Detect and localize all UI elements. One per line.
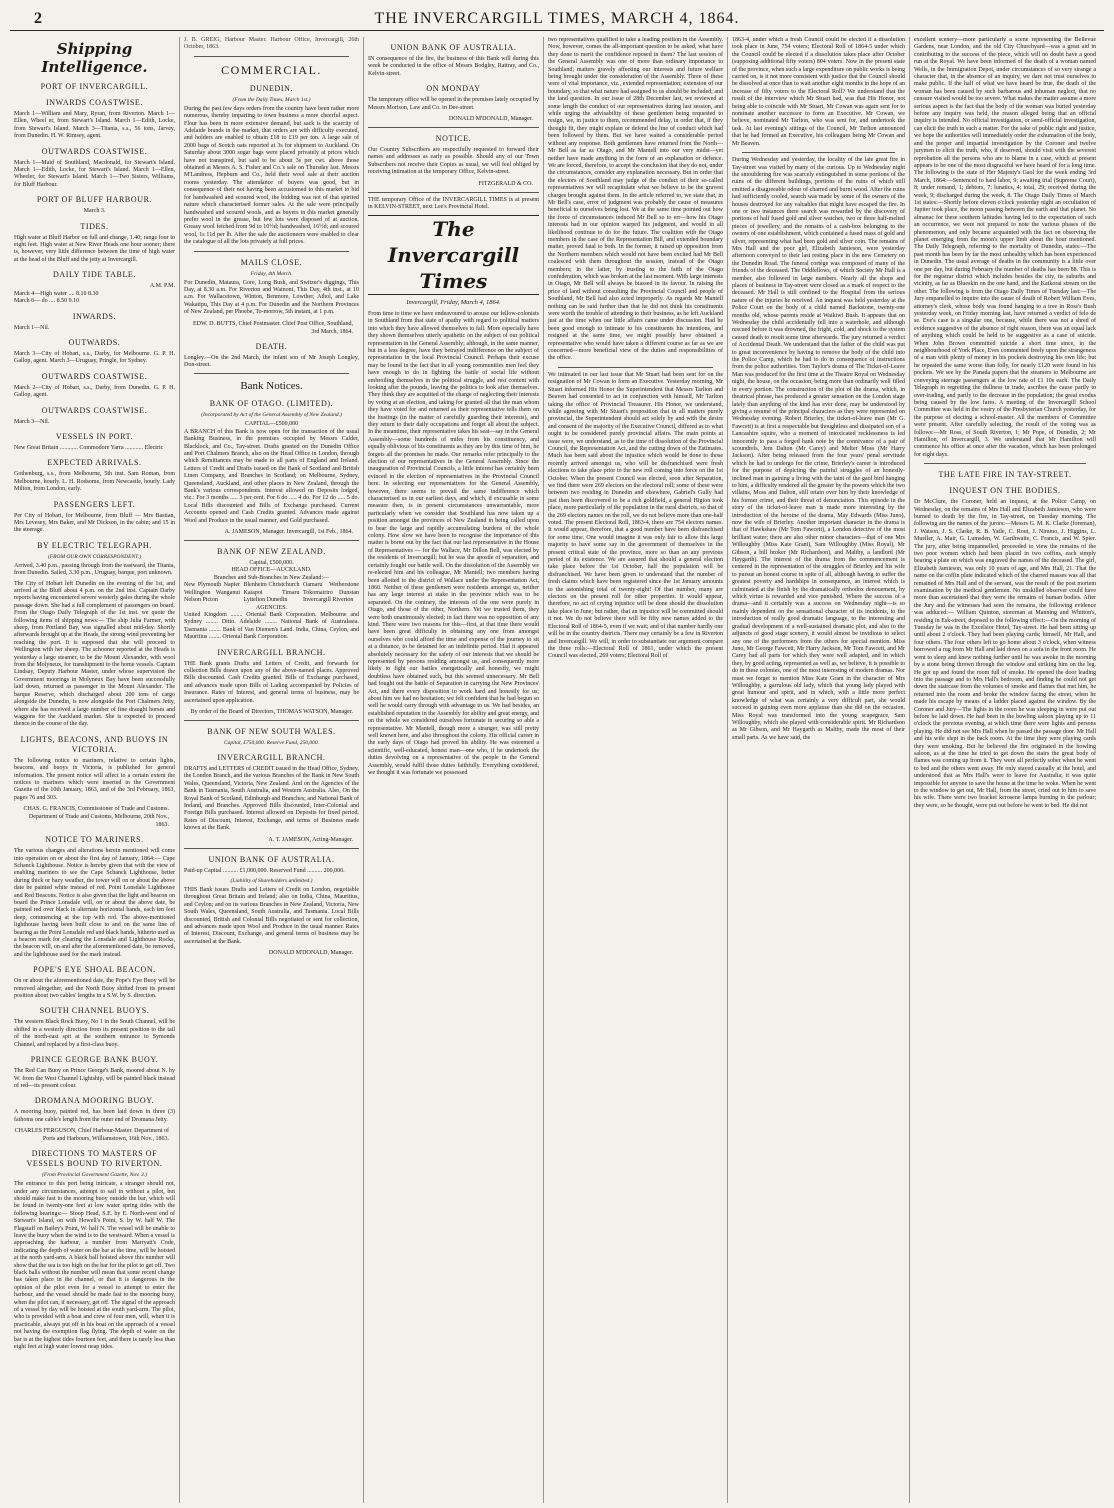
port-heading: PORT OF INVERCARGILL. [40,82,149,91]
prince-text: The Red Can Buoy on Prince George's Bank, moored about N. by W. from the West Channel Lightship, will be painted black instead of red—its present colour. [14,1068,175,1089]
inwards-heading: INWARDS COASTWISE. [45,98,144,107]
south-heading: SOUTH CHANNEL BUOYS. [39,1006,150,1016]
lights-text: The following notice to mariners, relative to certain lights, beacons, and buoys in Victoria, is published for general information. The present notice will affect to a certain extent the notices to mariners which were inserted in the Government Gazette of the 10th January, 1863, and of the 3rd February, 1863, pages 76 and 303. [14,757,175,801]
union2-text: IN consequence of the fire, the business of this Bank will during this week be conducted in the office of Messrs Bodgley, Rattray, and Co., Kelvin-street. [368,56,539,77]
divider [194,56,349,57]
nsw-signature: A. T. JAMESON, Acting-Manager. [268,836,353,843]
inwards2-text: March 1—Nil. [14,324,50,331]
nz-branch-text: THE Bank grants Drafts and Letters of Credit, and forwards for collection Bills drawn upon any of the above-named places. Approved Bills discounted. Cash Credits granted. Bills of Exchange purchased, and advances made upon Bills of Lading accompanied by Policies of Insurance. Rates of Interest, and general terms of business, may be ascertained upon application. [184,660,359,704]
divider [924,463,1086,464]
nsw-text: DRAFTS and LETTERS of CREDIT issued in the Head Office, Sydney, the London Branch, and the various Branches of the Bank in New South Wales, Queensland, Victoria, New Zealand. And on the Agencies of the Bank in Tasmania, South Australia, and Western Australia. Also, On the Royal Bank of Scotland, Edinburgh and Branches; and National Bank of Ireland, and Branches. Approved Bills discounted, Inter-Colonial and Foreign Bills purchased. Interest allowed on Deposits for fixed period. Rates of Discount, Interest, Exchange, and terms of Business made known at the Bank. [184,765,359,832]
otago-heading: BANK OF OTAGO. (LIMITED). [209,399,334,409]
nz-branch-signature: By order of the Board of Directors, THOMAS WATSON, Manager. [190,708,353,715]
union2-signature: DONALD M'DONALD, Manager. [448,116,533,123]
local-news-text: During Wednesday and yesterday, the locality of the late great fire in Tay-street was visited by many of the curious. Up to Wednesday night the smouldering fire was scarcely extinguished in some portions of the ruins of the different buildings, portions of the ruins of which still emitted a disagreeable odour of charred and burnt wood. After the ruins had sufficiently cooled, search was made by some of the owners of the houses destroyed for any valuables that might have escaped the fire. In one or two instances there search was rewarded by the discovery of portions of half fused gold and silver watches, two or three half-melted pieces of jewellery, and the remains of a cash-box belonging to the owners of one establishment, which contained a fused mass of gold and silver, representing what had been gold and silver coin. The remains of Mrs Hall and the poor girl, Elizabeth Jamieson, were yesterday afternoon conveyed to their last resting place in the new Cemetery on the Dunedin Road. The funeral cortège was composed of many of the friends of the deceased. The Oddfellows, of which Society Mr Hall is a member, also followed in large numbers. Nearly all the shops and places of business in Tay-street were closed as a mark of respect to the deceased. Mr Hall is still confined to the Hospital from the serious nature of the injuries he received. An inquest was held yesterday at the Police Court on the body of a child named Backstone, twenty-one months old, whose parents reside at Waikiwi Bush. It appears that on Wednesday the child accidentally fell into a waterhole, and although rescued before it was drowned, the fright, cold, and shock to the system caused death to result some time afterwards. The jury returned a verdict of Accidental Death. We understand that the father of the child was put to great inconvenience by having to remove the body of the child into the Police Camp, which he had to do in consequence of instructions from the police authorities. Tom Taylor's drama of The Ticket-of-Leave Man was produced for the first time at the Theatre Royal on Wednesday night, the house, on the occasion, being more than ordinarily well filled in every portion. The construction of the plot of the drama, which, in theatrical phrase, has produced a greater sensation on the London stage lately than anything of the kind has ever done, may be understood by giving a resumé of the principal characters as they were represented on Wednesday evening. Robert Brierley, the ticket-of-leave man (Mr G. Fawcett) is at first a respectable but thoughtless and dissipated son of a Lancashire squire, who a moment of intoxicated recklessness is led innocently to pass a forged bank note by the connivance of a pair of scoundrels, Jem Dalton (Mr Carey) and Melter Moss (Mr Harry Jackson). After being released from the four years' penal servitude which he had to undergo for the crime, Brierley's career is introduced for the purpose of depicting the painful struggles of an honestly-inclined man in gaining a living with the taint of the gaol bird hanging to him, a difficulty rendered all the greater by the powers which the two villains, Moss and Dalton, still retain over him by their knowledge of his former crime, and their threat of denunciation. This episode in the story of the ticket-of-leave man is made more interesting by the introduction of the heroine of the drama, May Edwards (Miss Juno), now the wife of Brierley. Another important character in the drama is that of Hawkshaw (Mr Tom Fawcett), a London detective of the most brilliant water; there are also other minor characters—that of one Mrs Willoughby (Miss Kate Grant), Sam Willoughby (Miss Royal), Mr Gibson, a bill broker (Mr Richardson), and Maltby, a landlord (Mr Haygarth). The interest of the drama from the commencement is centered in the representation of the struggles of Brierley and his wife to pursue an honest course in spite of all, although having to suffer the greatest poverty and hardships in consequence, an interest which is culminated at the finish by the dramatically orthodox denouement, by which virtue is rewarded and vice punished. Where the success of a drama—and it certainly was a success on Wednesday night—is so mainly dependent on the sensational character of its incidents, to the introduction of really good dramatic language, to the interesting and gradual development of a well-sustained dramatic plot, and also to the adjuncts of good stage scenery, it would almost be invidious to select any one of the performers from the others for special mention. Miss Juno, Mr George Fawcett, Mr Harry Jackson, Mr Tom Fawcett, and Mr Carey had all parts for which they were well adapted, and in which they, by good acting, represented as well as, we believe, it is possible to do in these colonies, one of the most interesting of modern dramas. Nor must we forget to mention Miss Kate Grant in the character of Mrs Willoughby, a garrulous old lady, which that young lady played with great humour and spirit, and in which, with a little more perfect knowledge of what was certainly a very difficult part, she would succeed in gaining even more applause than she did on the occasion. Miss Royal was transformed into the young scapegrace, Sam Willoughby, which she played with considerable spirit. Mr Richardson as Mr Gibson, and Mr Haygarth as Maltby, made the most of their small parts. As we have said, the [732,157,905,741]
nsw-capital: Capital, £750,000. Reserve Fund, 250,000. [223,739,320,746]
bank-otago-ad [184,399,359,541]
local-news-continued: excellent scenery—more particularly a scene representing the Bellevue Gardens, near London, and the old City Churchyard—was a great aid in contributing to the success of the piece, which will no doubt have a good run at the Royal. We have been informed of the death of a woman named Wells, in the Immigration Depot, under circumstances of so very strange a character that, in the absence of an inquiry, we dare not trust ourselves to make public. If the half of what we have heard be true, the death of the woman has been caused by such barbarous and inhuman neglect, that no censure visited would be too severe. What makes the matter assume a more serious aspect is the fact that the body of the woman was buried yesterday before any inquiry was held, the reason alleged being that an official inquiry is intended. No official investigation, or semi-official investigation, can elicit the truth in such a matter. For the sake of public right and justice, we hope the authorities will immediately order the exhumation of the body, and the proper and impartial investigation by the Coroner and twelve jurymen to elicit the truth, who, if deserved, should visit with the severest reprobation all the persons who are to blame in a case, which at present appears to be one of the most disgraceful we have heard of for a long time. The following is the state of Her Majesty's Gaol for the week ending 3rd March, 1864:—Sentenced to hard labor, 9; awaiting trial (Supreme Court), 8; under remand, 1; debtors, 7; lunatics, 4; total, 29; received during the week, 9; discharged during the week, 8. The Otago Daily Times of March 1st states:—Shortly before eleven o'clock yesterday night an occultation of Jupiter took place, the moon passing between the earth and that planet. No almanac for these southern latitudes having led to the expectation of such an occurrence, we were not prepared to note the various phases of the phenomenon, and only became acquainted with the fact on observing the planet emerging from the moon's upper limb about the hour mentioned. The Daily Telegraph, referring to the mortality of Dunedin, states:—The past month has been by far the most unhealthy which has been experienced in Dunedin. The usual average of deaths in the community is a little over one per day, but during February the number of deaths has been 88. This is for the registrar district which includes besides the city, its suburbs and vicinity, as far as Blueskin on the one hand, and the Kaikorai stream on the other. The following is from the Otago Daily Times of Tuesday last:—The Jury empanelled to inquire into the cause of death of Robert William Eves, attorney's clerk, whose body was found hanging to a tree in Ross's Bush yesterday week, on Friday morning last, have returned a verdict of felo de se. Eve's case is a singular one, because, while there was not a shred of evidence suggestive of the absence of right reason, there was an equal lack of anything which could be held to be suggestive as a case of suicide. When John Brown committed suicide a short time since, in the neighbourhood of York Place, Eves commented freely upon the strangeness of a man with plenty of money in his pockets destroying his own life; but he repeated the same worse than folly, for nearly £120 were found in his pockets. We see by the Panada papers that the steamers to Melbourne are conveying steerage passengers at the low rate of £1 10s each. The Daily Telegraph in regretting the dullness in trade, ascribes the cause partly to over-trading, and partly to the decrease in the population; the great exodus being caused by the low fares. A meeting of the Invercargill School Committee was held in the vestry of the Presbyterian Church yesterday, for the purpose of electing a school-master. All the members of Committee were present. After carefully selecting, the result of the voting was as follows:—Mr Ross, of South Riverton, 1; Mr Pope, of Dunedin, 2; Mr Hamilton, of Invercargill, 3. We understand that Mr Hamilton will commence his office at once after the vacation, which has been prolonged for eight days. [914,37,1096,458]
editorial-text-final: 1863-4, under which a fresh Council could be elected if a dissolution took place in June, 754 voters; Electoral Roll of 1864-5 under which the Council could be elected if a dissolution takes place after October (supposing additional fifty voters) 804 voters. Now in the present state of the province, when such a large expenditure on public works is being carried on, is it not more consistent with justice that the Council should be dissolved at once than to wait another eight months in the hope of an increase of fifty voters to the Electoral Roll? We understand that the result of the interview which Mr Stuart had, was that His Honor, not being able to coincide with Mr Stuart, Mr Cowan was again sent for to nominate another successor to form an Executive. Mr Cowan, we believe, nominated Mr Tarlton, who was sent for, and undertook the task. At last evening's sittings of the Council, Mr Tarlton announced that he had formed an Executive, his colleagues being Mr Cowan and Mr Beaven. [732,37,905,147]
monday-heading: ON MONDAY [426,84,481,94]
union2-ad [368,43,539,128]
outwards-text: March 1—Maid of Southland, Macdonald, for Stewart's Island. March 1—Edith, Locke, for Stewart's Island. March 1—Ellen, Wheeler, for Stewart's Island. March 1—Two Sisters, Williams, for Bluff Harbour. [14,159,175,188]
nsw-branch-heading: INVERCARGILL BRANCH. [217,752,326,762]
otago-text: A BRANCH of this Bank is now open for the transaction of the usual Banking Business, in the premises occupied by Messrs Calder, Blacklock, and Co., Tay-street. Drafts granted on the Dunedin Office and Port Chalmers Branch, also on the Head Office in London, through which Remittances may be made to all parts of England and Ireland. Letters of Credit and Drafts issued on the Bank of Scotland and British Linen Company, and Branches in Scotland; on Melbourne, Sydney, Queensland, Auckland, and other places in New Zealand, through the Bank's various correspondents. Interest allowed on Deposits lodged, viz.: For 3 months ..... 3 per cent. For 6 do ..... 4 do. For 12 do ..... 5 do. Local Bills discounted and Bills of Exchange purchased. Current Accounts opened and Cash Credits granted. Advances made against Wool and Produce in the usual manner, and Gold purchased. [184,428,359,524]
bank-nsw-ad [184,727,359,849]
dromana-signature: CHARLES FERGUSON, Chief Harbour-Master. Department of Ports and Harbours, Williamstown, 16th Nov., 1863. [14,1128,169,1143]
mails-signature: EDW. D. BUTTS, Chief Postmaster. Chief Post Office, Southland, 3rd March, 1864. [193,320,353,335]
masthead-title: THE INVERCARGILL TIMES, MARCH 4, 1864. [374,10,740,27]
union2-heading: UNION BANK OF AUSTRALIA. [390,43,517,52]
dunedin-sub: (From the Daily Times, March 1st.) [232,96,311,103]
tide-row: March 6— do .... 8.50 9.10 [14,298,80,305]
outwards4-heading: OUTWARDS COASTWISE. [41,405,148,415]
editorial-text-2: We intimated in our last issue that Mr Stuart had been sent for on the resignation of Mr Cowan to form an Executive. Yesterday morning, Mr Stuart informed His Honor the Superintendent that Messrs Tarlton and Beaven had consented to act in conjunction with himself, Mr Tarlton taking the office of Provincial Treasurer. His Honor, we understand, while agreeing with Mr Stuart's proposition that in all matters purely provincial, the Superintendent should act solely by and with the desire and consent of the majority of the Executive Council, differed as to what ought to be considered purely provincial affairs. The main points at issue were, we understand, as to the time of dissolution of the Provincial Council, the Representation Act, and the cutting down of the Estimates. Much has been said about the injustice which would be done to those recently arrived amongst us, who will be disfranchised were fresh elections to take place prior to the new roll coming into force on the 1st October. When the present Council was elected, soon after Separation, we find there were 269 electors on the electoral roll; some of these were between two residing in Dunedin and elsewhere, Gabriel's Gully had just then been discovered to be a rich goldfield, a general Higion took place, more particularly of the population in the rural districts, so that of the 269 electors names on the roll, we do not believe more than one-half voted. The present Electoral Roll, 1863-4, there are 754 electors names. It would appear, therefore, that a good number have been disfranchised for some time. One would imagine it was only fair to allow this large majority to have some say in the government of themselves in the present critical state of the province, more so than an any previous period of its existence. We are assured that should a general election take place before the 1st October, half the population will be disfranchised. We have been given to understand that the number of fresh claims which have been registered since the 1st January amounts to the astonishing total of twenty-eight! Of that number, many are electors on the present roll for other properties. It would appear, therefore, no act of crying injustice will be done should the dissolution take place in June; but rather, that an injustice will be committed should it not. We do not believe there will be fifty new names added to the Electoral Roll of 1864-5, even if we wait; and of that number hardly one will be in the country districts. There may certainly be a few in Riverton and Invercargill. We will, in order to substantiate our argument compare the three rolls:—Electoral Roll of 1861, under which the present Council was elected, 269 voters; Electoral Roll of [548,371,723,660]
death-heading: DEATH. [255,341,288,351]
section-title: Shipping Intelligence. [41,40,148,76]
vessels-text: New Great Britain ............ Commodore Yarra ............ Electric [14,444,164,451]
mails-date: Friday, 4th March. [250,270,293,277]
paper-date: Invercargill, Friday, March 4, 1864. [406,299,501,307]
divider [194,373,349,374]
nz-branch-heading: INVERCARGILL BRANCH. [217,647,326,657]
bank-notices-heading: Bank Notices. [240,380,303,393]
outwards3-text: March 2—City of Hobart, s.s., Darby, from Dunedin. G. P. H. Gallop, agent. [14,384,175,399]
union-text: THIS Bank issues Drafts and Letters of Credit on London, negotiable throughout Great Britain and Ireland; also on India, China, Mauritius, and Ceylon; and on its various Branches in New Zealand, Victoria, New South Wales, Queensland, South Australia, and Tasmania. Local Bills discounted, British and Colonial Bills negotiated or sent for collection, and advances made upon Wool and Produce in the usual manner. Rates of Interest, Discount, Exchange, and general terms of business may be ascertained at the Bank. [184,887,359,945]
masthead [10,8,1104,31]
expected-text: Gothenburg, s.s., from Melbourne, 5th inst. Sam Roman, from Melbourne, hourly. L. H. Rodsome, from Newcastle, hourly. Lady Milton, from London, early. [14,471,175,493]
lights-heading: LIGHTS, BEACONS, AND BUOYS IN VICTORIA. [20,734,169,754]
otago-signature: A. JAMESON, Manager. Invercargill, 1st Feb., 1864. [224,529,353,536]
notice-ad [368,134,539,193]
nz-agencies: AGENCIES. [255,604,288,611]
inwards-text: March 1—William and Mary, Ryran, from Riverton. March 1—Ellen, Wheel er, from Stewart's Island. March 1—Edith, Locke, from Stewart's Island. March 3—Titania, s.s., 56 tons, Jarvey, from Dunedin. H. W. Rimsey, agent. [14,111,175,140]
nsw-heading: BANK OF NEW SOUTH WALES. [207,726,336,736]
outwards-heading: OUTWARDS COASTWISE. [41,146,148,156]
nz-branches-left: New Plymouth Napier Wellington Wanganui Nelson Picton [184,582,240,604]
column-6 [910,37,1100,1503]
vessels-heading: VESSELS IN PORT. [55,431,134,441]
column-2 [180,37,364,1503]
south-text: The western Black Rock Buoy, No 1 in the South Channel, will be shifted in a westerly direction from its present position to the tail of the north-east spit at the southern entrance to Symonds Channel, and replaced by a first-class buoy. [14,1019,175,1048]
lights-signature: CHAS. G. FRANCIS, Commissioner of Trade and Customs. Department of Trade and Customs, Melbourne, 20th Nov., 1863. [23,806,169,829]
nz-capital: Capital, £500,000. [249,560,294,567]
outwards2-text: March 3—City of Hobart, s.s., Darby, for Melbourne. G. P. H. Gallop, agent. March 3—Uruguay, Pringle, for Sydney. [14,350,175,365]
nz-branches-mid: Blenheim Christchurch Kaiapoi Timaru Lyttelton Dunedin [243,582,300,604]
bank-union-ad [184,855,359,958]
divider [194,251,349,252]
shipping-body-text: The City of Hobart left Dunedin on the evening of the 1st, and arrived at the Bluff about 4 p.m. on the 2nd inst. Captain Darby reports having encountered severe westerly gales during the whole passage down. She had a full complement of passengers on board. From the Otago Daily Telegraph of the 1st inst. we quote the following items of shipping news:— The ship Julia Farmer, with sheep, from Portland Bay, was signalled about mid-day. Shortly afterwards brought up at the Heads, the strong wind preventing her reaching the port. It is supposed that she will proceed to Wellington with her sheep. The schooner reported at the Heads is yesterday a large steamer, to be the Mount Alexander, with wool from the Molyneux, for transhipment to the home vessels. Captain Lindsay, Deputy Harbour Master, under whose supervision the Government moorings in Molyneux Bay have been successfully laid down, returned as passenger in the Mount Alexander. The barque Reserve, which discharged about 200 tons of cargo alongside the Dunedin, is now alongside the Port Chalmers Jetty, where she has received a large number of fine draught horses and waggons for the Auckland market. She is expected to proceed thence in the course of the day. [14,580,175,728]
column-5 [728,37,910,1503]
page-number: 2 [34,10,42,27]
bluff-date: March 3. [83,208,106,215]
directions-text: The entrance to this port being intricate, a stranger should not, under any circumstances, attempt to sail in without a pilot, but should make fast to the mooring buoy outside the bar, which will be found in twenty-one feet at low water spring tides with the following bearings:— Stoop Head, S.E. by E. North-west end of Stewart's Island, on with Howell's Point, S. by W. half W. The Flagstaff on Bailey's Point, W. half N. The vessel will be unable to leave the buoy when the wind is to the westward. When a vessel is approaching the harbour, a number from Marryatt's Code, indicating the depth of water on the bar at the time, will be hoisted at the north yard-arm. A black ball hoisted above this number will show that the sea is too high on the bar for the pilot to get off. Two black balls without the number will mean that some recent change has taken place in the channel, or that it is dangerous in the opinion of the pilot even for a vessel to attempt to enter the harbour, and the vessel should be made fast to the mooring buoy, when the pilot can, if necessary, get off. The signal of the approach of a vessel by day will be hoisted at the south yard-arm. The pilot, who is provided with a boat and crew of four men, will, when it is practicable, always put off in his boat on the approach of a vessel not having the exemption flag flying. The depth of water on the bar is at the highest tides fourteen feet, and there is rarely less than eight feet at high water lowest neap tides. [14,1181,175,1351]
bank-nz-ad [184,547,359,721]
tides-text: High water at Bluff Harbor on full and change, 1.40; range four to eight feet. High water at New River Heads one hour sooner; there is, however, very little difference between the time of high water at the head of the Bluff and the jetty at Invercargill. [14,234,175,263]
tide-row: March 4—High water .... 8.10 8.30 [14,290,99,297]
tides-heading: TIDES. [80,221,109,231]
inwards2-heading: INWARDS. [72,311,117,321]
prince-heading: PRINCE GEORGE BANK BUOY. [30,1055,159,1065]
monday-text: The temporary office will be opened in the premises lately occupied by Messrs Morison, Law and Co. in Dee-street. [368,97,539,111]
office-notice: THE temporary Office of the INVERCARGILL TIMES is at present in KELVIN-STREET, next Lee's Provincial Hotel. [368,196,539,211]
notice-heading: NOTICE TO MARINERS. [45,835,144,845]
directions-continued: J. B. GREIG, Harbour Master. Harbour Office, Invercargill, 26th October, 1863. [184,37,359,51]
nz-heading: BANK OF NEW ZEALAND. [217,547,326,557]
expected-heading: EXPECTED ARRIVALS. [47,458,142,468]
inquest-text: Dr McClure, the Coroner, held an inquest, at the Police Camp, on Wednesday, on the remains of Mrs Hall and Elizabeth Jamieson, who were burned to death by the fire, in Tay-street, on Tuesday morning. The following are the names of the jurors:—Messrs G. M. K. Clarke (foreman), J. Watson, J. S. Clarke, R. B. Yatle, C. Rout, J. Nimmo, J. Higgins, L. Mueller, A. Mair, G. Lumsden, W. Garthwaite, C. Francis, and W. Spier. The jury, after being impannelled, proceeded to view the remains of the two poor women which had been placed in two coffins, each simply bearing a plate on which was engraved the names of the deceased. The girl, Elizabeth Jamieson, was only 10 years of age, and Mrs Hall, 21. That the name on the coffin plate indicated which of the charred masses was all that remained of Mrs Hall and of the servant, was the result of the post mortem examination by the medical gentlemen. No unskilled observer could have more than ascertained that they were the remains of human bodies. After the Jury and the witnesses had seen the remains, the following evidence was adduced:— William Quinton, storeman at Manning and Whitton's, residing in Esk-street, deposed to the following effect:—On the morning of Tuesday he was in the Excelsior Hotel, Tay-street. He had been sitting up until about 2 o'clock. They had been playing cards; himself, Mr Hall, and four others. The four others left to go home about 3 o'clock, when witness borrowed a rug from Mr Hall and laid down on a sofa in the front room. He went to sleep and knew nothing further until he was awoke in the morning by a stone being thrown through the window and striking him on the leg. He got up and found the room full of smoke. He opened the door leading into the passage and to Mrs Hall's bedroom, and finding he could not get down the staircase from the volumes of smoke and flames that met him, he returned into the room and broke the window facing the street, when he made his escape by means of a ladder placed against the window. By the Coroner and Jury—The lights in the room he was sleeping in were put out before he laid down. He had been in the bowling saloon playing up to 11 o'clock the previous evening, at which time there were lights and persons playing. He did not see Mrs Hall when he passed the passage door. Mr Hall and his wife slept in the back room. At the time they were playing cards they were smoking. But he believed the fire originated in the bowling saloon, as at the time he tried to get down the stairs the great body of flames was coming up from it. They were all perfectly sober when he went to bed and the others went away. He only stayed casually at the hotel, and understood that as Mrs Hall's were to leave for Australia; it was quite impossible for anyone to save the house at the time he woke. When he went to the window to get out, Mr Hall, from the street, cried out to him to save his wife. There were two bracket kerosene lamps burning in the parlour; they were, so he thought, were put out before he went to bed. He did not [914,499,1097,809]
dromana-text: A mooring buoy, painted red, has been laid down in three (3) fathoms one cable's length from the outer end of Dromana Jetty. [14,1109,175,1123]
dromana-heading: DROMANA MOORING BUOY. [34,1096,155,1106]
nz-agencies-text: United Kingdom ........ Oriental Bank Corporation. Melbourne and Sydney ........ Ditto. Adelaide ........ National Bank of Australasia. Tasmania ........ Bank of Van Diemen's Land. India, China, Ceylon, and Mauritius ........ Oriental Bank Corporation. [184,611,359,641]
fire-heading: THE LATE FIRE IN TAY-STREET. [938,470,1072,480]
otago-capital: CAPITAL—£500,000 [244,421,299,428]
editorial-text-continued: two representatives qualified to take a leading position in the Assembly. Now, however, comes the all-important question to be asked, what have they done to merit the confidence reposed in them? The last session of the General Assembly was one of more than ordinary importance to Southland; matters gravely affecting our interests and future welfare being brought under the consideration of the Assembly. Three of these were of vital importance, viz., extended representation; extension of our boundary, so that what nature had assigned to us should be included; and the land question. In our issue of 28th December last, we reviewed at some length the conduct of our representatives during last session, and while urging the advisability of these gentlemen being requested to resign, we, in justice to them, recommended delay, in order that, if they thought fit, they might explain or defend the line of conduct which had been followed by them. But we have waited a considerable period without any response. Both gentlemen have returned from the North—Mr Bell as far as Otago, and Mr Mantell into our very midst—yet neither have made anything in the form of an explanation or defence. We are forced, therefore, to accept the conclusion that they do not, under the circumstances, consider any explanation necessary. But in order that the electors of Southland may judge of the conduct of their so-called representatives we will recapitulate what we believe to be the gravest charges brought against them. In the article referred to, we state that, in Mr Bell's case, error of judgment was probably the cause of measures beneficial to ourselves being lost. We at the same time pointed out how the force of circumstances induced Mr Bell so to err—how his Otago interests had in our opinion warped his judgment, and would in all likelihood continue to do for the future. The coalition with the Otago members in the case of the Representation Bill, and extended boundary matter, proved fatal to both. In the former, it raised up opposition from the Northern members which would not have been excited had Mr Bell coalesced with them throughout the session, instead of the Otago members; in the latter, by trusting to the faith of the Otago confederation, which was broken at the last moment. With large interests in Otago, Mr Bell will always be biassed in its favour. In raising the price of land without consulting the Provincial Council and people of Southland, Mr Bell had also acted improperly. As regards Mr Mantell nothing can be said further than that he did not think his constituents were worth the trouble of attending to their business, as he left Auckland just at the time when our little affairs came under discussion. Had he been good enough to intimate to his constituents his intentions, and resigned at the same time, we might possibly have obtained a representative who would have taken a different course as far as we are concerned—more beneficial view of the duties and responsibilities of the office. [548,37,723,362]
outwards2-heading: OUTWARDS. [68,337,121,347]
notice-signature: FITZGERALD & CO. [478,180,533,187]
inquest-heading: INQUEST ON THE BODIES. [949,486,1061,496]
union-sub: (Liability of Shareholders unlimited.) [230,878,313,885]
telegraph-heading: BY ELECTRIC TELEGRAPH. [37,540,152,550]
telegraph-text: Arrived, 3.40 p.m., passing through from the eastward, the Titania, from Dunedin. Sailed, 3.30 p.m., Uruguay, barque, port unknown. [14,562,175,577]
commercial-text: During the past few days orders from the country have been rather more numerous, thereby imparting to town business a more cheerful aspect. Flour has been in more extensive demand, but sack is the scarcity of Adelaide brands in the market, that orders are with difficulty executed, and holders are enabled to obtain £18 to £19 per ton. A large sale of 2000 bags of Scotch oats reported at 3s for shipment to Auckland. On Saturday about 3000 sugar bags were placed privately at prices which have not transpired, but said to be about 3s per cwt. above those obtained at Messrs A. S. Fisher and Co.'s sale on Thursday last. Messrs M'Landress, Hepburn and Co., held their wool sale at their auction rooms yesterday. The attendance of buyers was good, but in consequence of their not having been accustomed to this market to bid for handwashed and scoured wool, the bidding was not of that spirited nature which characterised former sales. At the sale were principally handwashed and scoured wools, and as buyers in this market generally prefer wool in the grease, but few lots were disposed of at auction. Greasy wool fetched from 9d to 10½d; handwashed, 16½d; and scoured wool, 1s 11d per lb. After the sale the auctioneers were enabled to clear the catalogue of all the lots privately at full prices. [184,105,359,246]
column-1 [10,37,180,1503]
death-text: Longley.—On the 2nd March, the infant son of Mr Joseph Longley, Don-street. [184,354,359,368]
nz-head-office: HEAD OFFICE—AUCKLAND. [231,567,312,574]
dunedin-heading: DUNEDIN. [249,83,294,93]
column-4 [544,37,728,1503]
passengers-heading: PASSENGERS LEFT. [53,499,136,509]
notice-text: The various changes and alterations herein mentioned will come into operation on or about the first day of January, 1864:— Cape Schanck Lighthouse. Notice is hereby given that with the view of enabling mariners to see the Cape Schanck Lighthouse, better during thick or hazy weather, the tower will on or about the above date be painted white instead of red. Point Lonsdale Lighthouse and Red Beacons. Notice is also given that the light and beacon on board the Prince Lonsdale will, on or about the above date, be painted red over black in alternate horizontal bands, each ten feet deep, commencing at the top with red. The above-mentioned lighthouse having been built close to and on the same line of bearing as the Point Lonsdale red and black bands, hitherto used as a beacon mark for clearing the Lonsdale and Lighthouse Rocks, the beacon will, on and after the aforementioned date, be removed, and the lighthouse used for the mark instead. [14,848,175,958]
mails-text: For Dunedin, Mataura, Gore, Long Bush, and Switzer's diggings, This Day, at 8.30 a.m. For Riverton and Wainoni, This Day, 4th inst., at 10 a.m. For Wallacetown, Winton, Benmore, Lowther, Athol, and Lake Wakatipu, This Day at 4 p.m. For Dunedin and the Northern Provinces of New Zealand, per Phoebe, To-morrow, 5th instant, at 1 p.m. [184,279,359,316]
passengers-text: Per City of Hobart, for Melbourne, from Bluff — Mrs Bastian, Mrs Levesey, Mrs Baker, and Mr Dickson, in the cabin; and 15 in the steerage. [14,512,175,534]
nz-branches-right: Oamaru Wetherstone Tokomairiro Dunstan Invercargill Riverton [303,582,359,604]
telegraph-sub: (FROM OUR OWN CORRESPONDENT.) [47,553,142,560]
union-signature: DONALD M'DONALD, Manager. [268,950,353,957]
columns [10,37,1104,1503]
editorial-text: From time to time we have endeavoured to arouse our fellow-colonists in Southland from that state of apathy with regard to political matters into which they have allowed themselves to fall. More especially have they shown themselves utterly apathetic on the subject of our political representation in the General Assembly; although, in the same manner, but in a less degree, have they betrayed indifference on the subject of representation in the local Provincial Council. Perhaps their excuse may be found in the fact that in all young communities men feel they have enough to do in fighting the battle of social life without embroiling themselves in the political struggle, and rest content with looking after the pounds, leaving the politics to look after themselves. They think they are acquitted of the charge of neglecting their interests by voting at an election, and taking for granted all that the man whom they have voted for and returned as their representative tells them on the hustings (in the matter of carefully guarding their interests), and they return to their daily occupations and forget all about the subject. In the meantime, their representative takes his seat—say in the General Assembly—some hundreds of miles from his constituency, and equally oblivious of his constituents as they are by this time of him, he forgets all the promises he made. Our remarks refer principally to the election of our representatives in the General Assembly. Since the inauguration of Provincial Councils, a little interest has certainly been evinced in the election of representatives in the Provincial Council here. In selecting our representatives for the General Assembly, however, there seems to prevail the same indifference which characterised us in our earliest days, and which, if excusable in some measure then, is in present circumstances unwarrantable, more particularly when we consider that Southland has now taken up a position amongst the provinces of New Zealand in being called upon to bear the large and rapidly accumulating burdens of the whole colony. How slow we have been to recognise the importance of this matter is borne out by the fact that our last representative in the House of Representatives — for the Wallace, Mr Dillon Bell, was elected by the residents of Invercargill; but he was the apostle of separation, and certainly fought our battle well. On the dissolution of the Assembly we re-elected him and his colleague, Mr Mantell; two members having been allotted to the district of Wallace under the Representation Act, 1860. Neither of these gentlemen were residents amongst us, neither has any large interest at stake in the province which was to be separated. On the contrary, the interests of the one were purely in Otago, and those of the other, Northern. Yet we trusted them, they were both unanimously elected; in fact there was no opposition of any kind. There were two reasons for this—first, at that time there would have been great difficulty in obtaining any one from amongst ourselves who could afford the time and expense of the journey to sit at a distance, to be detained for an indefinite period. Had it appeared absolutely necessary for the safety of our interests that we should be represented by persons residing amongst us, and consequently more likely to fight our battles energetically and honestly, we might doubtless have obtained such, but this seemed unnecessary. Mr Bell had fought out the battle of Separation in carrying the New Provinces' Act, and there every disposition to work hard and honestly for us; about him we had no hesitation; we felt confident that he had begun so well he would carry through with advantage to us. We had besides, an established reputation in the Assembly for ability and great energy, and on the whole we considered ourselves fortunate in securing so able a representative. Mr Mantell, though more a stranger, was still pretty well known here, and also throughout the colony. His official career in the early days of Otago had proved his ability. He was esteemed a scientific, well-educated, honest man—one who, if he undertook the duties devolving on a representative of the people in the General Assembly, would fulfil those duties faithfully. Everything considered, we thought it was fortunate we possessed [368,310,539,777]
popes-text: On or about the aforementioned date, the Pope's Eye Buoy will be removed altogether, and the North Buoy shifted from its present position about two cables' lengths in a S.W. by S. direction. [14,978,175,1000]
tide-table-heading: DAILY TIDE TABLE. [52,270,137,280]
tide-table-cols: A.M. P.M. [149,283,175,290]
outwards3-heading: OUTWARDS COASTWISE. [41,371,148,381]
popes-heading: POPE'S EYE SHOAL BEACON. [33,965,156,975]
union-capital: Paid-up Capital .......... £1,000,000. Reserved Fund .......... 200,000. [184,867,345,874]
column-3 [364,37,544,1503]
divider [558,367,713,368]
mails-heading: MAILS CLOSE. [240,257,303,267]
otago-sub: (Incorporated by Act of the General Assembly of New Zealand.) [201,412,342,419]
nz-branches [184,582,359,604]
commercial-heading: COMMERCIAL. [221,62,322,77]
union-heading: UNION BANK OF AUSTRALIA. [208,854,335,864]
outwards4-text: March 3—Nil. [14,418,50,425]
notice-heading: NOTICE. [435,134,472,144]
divider [742,152,895,153]
directions-sub: (From Provincial Government Gazette, Nov. 3.) [42,1172,147,1179]
bluff-heading: PORT OF BLUFF HARBOUR. [36,195,153,205]
directions-heading: DIRECTIONS TO MASTERS OF VESSELS BOUND TO RIVERTON. [26,1149,163,1169]
notice-text: Our Country Subscribers are respectfully requested to forward their names and addresses as early as possible. Should any of our Town Subscribers not receive their Copies as usual, we will feel obliged by receiving intimation at the temporary Office, Kelvin-street. [368,147,539,176]
paper-title: The Invercargill Times [368,215,539,295]
nz-branches-intro: Branches and Sub-Branches in New Zealand:— [213,574,330,581]
